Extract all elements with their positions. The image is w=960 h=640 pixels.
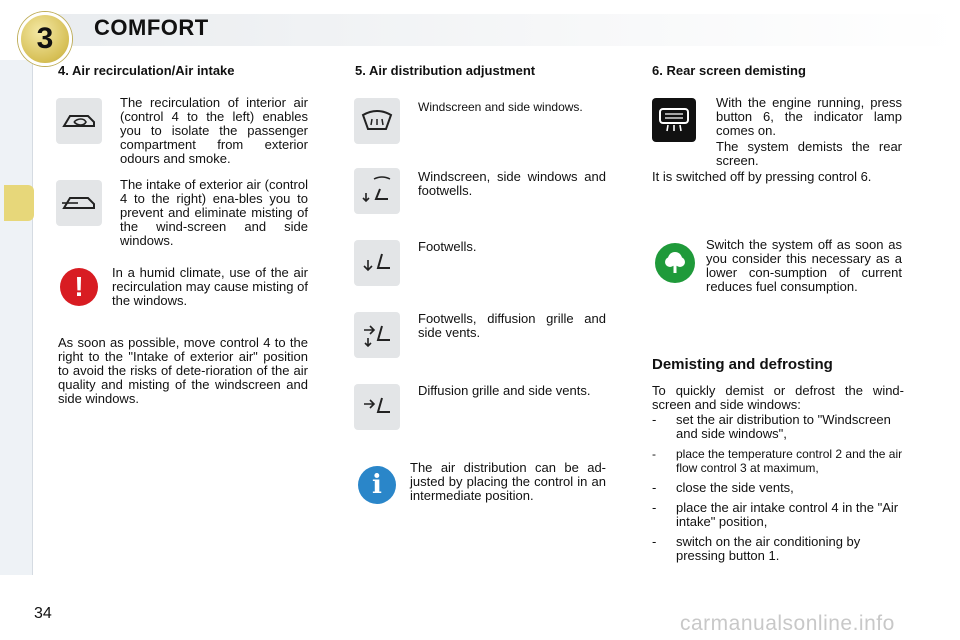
windscreen-footwell-icon [354, 168, 400, 214]
demisting-step: - set the air distribution to "Windscreen and side windows", [652, 413, 904, 441]
chapter-tab[interactable] [4, 125, 30, 161]
advice-text: As soon as possible, move control 4 to the right to the "Intake of exterior air" position to avoid the risks of dete-rioration of the air quality and misting of the windscreen and side windows. [58, 335, 308, 406]
watermark: carmanualsonline.info [680, 612, 895, 635]
distribution-option-text: Diffusion grille and side vents. [418, 383, 591, 398]
page-number: 34 [34, 605, 52, 622]
warning-icon: ! [60, 268, 98, 306]
demisting-step: - close the side vents, [652, 481, 904, 495]
chapter-tab-active[interactable] [4, 185, 34, 221]
rear-demist-text-2: The system demists the rear screen. [716, 139, 902, 168]
footwell-icon [354, 240, 400, 286]
rear-demist-text: With the engine running, press button 6, the indicator lamp comes on. [716, 95, 902, 138]
info-icon: i [358, 466, 396, 504]
info-text: The air distribution can be ad-justed by placing the control in an intermediate position. [410, 460, 606, 503]
demisting-step: - switch on the air conditioning by pressing button 1. [652, 535, 904, 563]
footwell-vent-icon [354, 312, 400, 358]
distribution-option-text: Windscreen, side windows and footwells. [418, 169, 606, 198]
recirculation-icon [56, 98, 102, 144]
demisting-steps-list [652, 413, 904, 569]
section-heading-recirculation: 4. Air recirculation/Air intake [58, 63, 235, 78]
page-title: COMFORT [94, 15, 209, 40]
warning-text: In a humid climate, use of the air recirculation may cause misting of the windows. [112, 265, 308, 308]
demisting-step: - place the temperature control 2 and the air flow control 3 at maximum, [652, 447, 904, 475]
eco-tree-icon [655, 243, 695, 283]
distribution-option-text: Footwells. [418, 239, 477, 254]
chapter-tab[interactable] [4, 70, 30, 106]
chapter-number-badge: 3 [18, 12, 72, 66]
distribution-option-text: Footwells, diffusion grille and side vents. [418, 311, 606, 340]
section-heading-distribution: 5. Air distribution adjustment [355, 63, 536, 78]
rear-screen-demist-icon [652, 98, 696, 142]
demisting-heading: Demisting and defrosting [652, 356, 833, 373]
eco-text: Switch the system off as soon as you consider this necessary as a lower con-sumption of current reduces fuel consumption. [706, 237, 902, 294]
demisting-step: - place the air intake control 4 in the "Air intake" position, [652, 501, 904, 529]
recirculation-text: The recirculation of interior air (control 4 to the left) enables you to isolate the passenger compartment from exterior odours and smoke. [120, 95, 308, 166]
section-heading-rear-demist: 6. Rear screen demisting [652, 63, 806, 78]
rear-demist-off-text: It is switched off by pressing control 6. [652, 169, 872, 184]
vent-icon [354, 384, 400, 430]
demisting-intro: To quickly demist or defrost the wind-screen and side windows: [652, 383, 904, 412]
distribution-option-text: Windscreen and side windows. [418, 100, 583, 114]
air-intake-text: The intake of exterior air (control 4 to the right) ena-bles you to prevent and eliminate misting of the wind-screen and side windows. [120, 177, 308, 248]
windscreen-demist-icon [354, 98, 400, 144]
air-intake-icon [56, 180, 102, 226]
